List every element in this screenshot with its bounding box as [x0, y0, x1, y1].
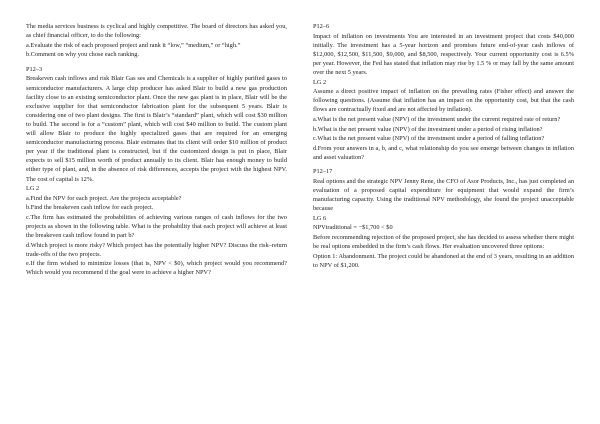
right-column: [313, 22, 574, 410]
right-paragraph: Before recommending rejection of the proposed project, she has decided to assess whether there might be real options embedded in the firm’s cash flows. Her evaluation uncovered three options:: [313, 234, 574, 251]
left-label: LG 2: [26, 185, 40, 193]
right-paragraph: d.From your answers in a, b, and c, what relationship do you see emerge between changes in inflation and asset valuation?: [313, 144, 574, 161]
right-paragraph: NPVtraditional = −$1,700 < $0: [313, 224, 393, 232]
left-column: [26, 22, 287, 410]
left-paragraph: a.Evaluate the risk of each proposed project and rank it “low,” “medium,” or “high.”: [26, 41, 241, 49]
left-paragraph: a.Find the NPV for each project. Are the projects acceptable?: [26, 194, 182, 202]
left-paragraph: Breakeven cash inflows and risk Blair Gas ses and Chemicals is a supplier of highly purified gases to semiconductor manufacturers. A large chip producer has asked Blair to build a new gas production facility close to an existing semiconductor plant. Once the new gas plant is in place, Blair will be the exclusive supplier for that semiconductor fabrication plant for the subsequent 5 years. Blair is considering one of two plant designs. The first is Blair’s “standard” plant, which will cost $30 million to build. The second is for a “custom” plant, which will cost $40 million to build. The custom plant will allow Blair to produce the highly specialized gases that are required for an emerging semiconductor manufacturing process. Blair estimates that its client will order $10 million of product per year if the traditional plant is constructed, but if the customized design is put in place, Blair expects to sell $15 million worth of product annually to its client. Blair has enough money to build either type of plant, and, in the absence of risk differences, accepts the project with the highest NPV. The cost of capital is 12%.: [26, 75, 287, 183]
right-paragraph: a.What is the net present value (NPV) of the investment under the current required rate of return?: [313, 115, 561, 123]
right-paragraph: Real options and the strategic NPV Jenny Rene, the CFO of Asor Products, Inc., has just completed an evaluation of a proposed capital expenditure for equipment that would expand the firm’s manufacturing capacity. Using the traditional NPV methodology, she found the project unacceptable because: [313, 178, 574, 213]
left-heading: P12–3: [26, 65, 43, 73]
right-heading: P12–17: [313, 168, 333, 176]
right-label: LG 6: [313, 214, 327, 222]
left-paragraph: b.Comment on why you chose each ranking.: [26, 51, 140, 59]
right-paragraph: c.What is the net present value (NPV) of the investment under a period of falling inflation?: [313, 135, 545, 143]
right-heading: P12–6: [313, 23, 330, 30]
left-paragraph: e.If the firm wished to minimize losses (that is, NPV < $0), which project would you recommend? Which would you recommend if the goal were to achieve a higher NPV?: [26, 260, 287, 277]
left-paragraph: d.Which project is more risky? Which project has the potentially higher NPV? Discuss the risk–return trade-offs of the two projects.: [26, 241, 287, 258]
left-paragraph: b.Find the breakeven cash inflow for each project.: [26, 204, 154, 212]
right-paragraph: Impact of inflation on investments You are interested in an investment project that costs $40,000 initially. The investment has a 5-year horizon and promises future end-of-year cash inflows of $12,000, $12,500, $11,500, $9,000, and $8,500, respectively. Your current opportunity cost is 6.5% per year. However, the Fed has stated that inflation may rise by 1.5 % or may fall by the same amount over the next 5 years.: [313, 32, 574, 76]
right-label: LG 2: [313, 78, 327, 86]
left-paragraph: The media services business is cyclical and highly competitive. The board of directors has asked you, as chief financial officer, to do the following:: [26, 23, 287, 40]
right-paragraph: b.What is the net present value (NPV) of the investment under a period of rising inflation?: [313, 125, 543, 133]
right-paragraph: Option 1: Abandonment. The project could be abandoned at the end of 3 years, resulting in an addition to NPV of $1,200.: [313, 252, 574, 269]
left-paragraph: c.The firm has estimated the probabilities of achieving various ranges of cash inflows for the two projects as shown in the following table. What is the probability that each project will achieve at least the breakeven cash inflow found in part b?: [26, 213, 287, 240]
right-paragraph: Assume a direct positive impact of inflation on the prevailing rates (Fisher effect) and answer the following questions. (Assume that inflation has an impact on the opportunity cost, but that the cash flows are contractually fixed and are not affected by inflation).: [313, 88, 574, 114]
